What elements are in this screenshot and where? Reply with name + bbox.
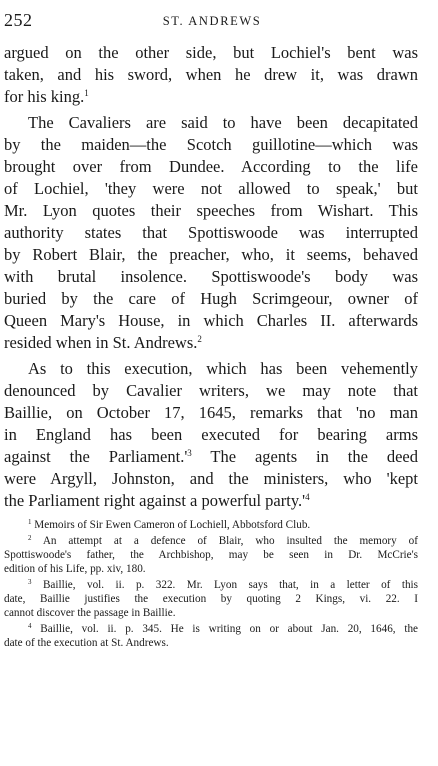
text-line: argued on the other side, but Lochiel's bent was — [4, 43, 418, 62]
footnote-ref: 3 — [187, 448, 192, 458]
page-header — [4, 10, 420, 34]
footnote-number: 1 — [28, 518, 32, 526]
text-fragment: the Parliament right against a powerful party.' — [4, 491, 306, 510]
text-line — [4, 490, 418, 512]
footnote-number: 4 — [28, 622, 32, 630]
text-line: Queen Mary's House, in which Charles II. afterwards — [4, 311, 418, 330]
footnote-ref: 1 — [84, 88, 89, 98]
text-line: by the maiden—the Scotch guillotine—which was — [4, 135, 418, 154]
text-fragment: resided when in St. Andrews. — [4, 333, 198, 352]
text-line: authority states that Spottiswoode was interrupted — [4, 223, 418, 242]
footnote-ref: 4 — [305, 492, 310, 502]
running-title: ST. ANDREWS — [162, 14, 262, 28]
text-line: The Cavaliers are said to have been decapitated — [28, 113, 418, 132]
footnote-line: date of the execution at St. Andrews. — [4, 637, 169, 649]
text-line — [4, 446, 418, 468]
footnote-text: Baillie, vol. ii. p. 345. He is writing on or about Jan. 20, 1646, the — [40, 623, 419, 635]
text-line: Baillie, on October 17, 1645, remarks that 'no man — [4, 403, 418, 422]
text-line: taken, and his sword, when he drew it, was drawn — [4, 65, 418, 84]
footnote-line: edition of his Life, pp. xiv, 180. — [4, 563, 146, 575]
footnote-text: Baillie, vol. ii. p. 322. Mr. Lyon says that, in a letter of this — [42, 579, 418, 591]
text-line: in England has been executed for bearing arms — [4, 425, 418, 444]
page-number: 252 — [4, 10, 33, 30]
text-fragment: The agents in the deed — [210, 447, 418, 466]
text-line: were Argyll, Johnston, and the ministers, who 'kept — [4, 469, 418, 488]
footnote-number: 3 — [28, 578, 32, 586]
text-line: with brutal insolence. Spottiswoode's body was — [4, 267, 418, 286]
footnote-text: Memoirs of Sir Ewen Cameron of Lochiell, Abbotsford Club. — [34, 519, 311, 531]
text-fragment: for his king. — [4, 87, 85, 106]
footnote-number: 2 — [28, 534, 32, 542]
footnote-line — [4, 578, 418, 592]
text-fragment: against the Parliament.' — [4, 447, 188, 466]
text-line: brought over from Dundee. According to the life — [4, 157, 418, 176]
footnote-line: Spottiswoode's father, the Archbishop, may be seen in Dr. McCrie's — [4, 549, 418, 561]
footnote-ref: 2 — [197, 334, 202, 344]
text-line: As to this execution, which has been vehemently — [28, 359, 418, 378]
text-line: buried by the care of Hugh Scrimgeour, owner of — [4, 289, 418, 308]
text-line: denounced by Cavalier writers, we may note that — [4, 381, 418, 400]
footnote-line — [4, 534, 418, 548]
text-line: by Robert Blair, the preacher, who, it seems, behaved — [4, 245, 418, 264]
text-line: of Lochiel, 'they were not allowed to speak,' but — [4, 179, 418, 198]
text-line — [4, 86, 418, 108]
text-line — [4, 332, 418, 354]
footnote-line: date, Baillie justifies the execution by quoting 2 Kings, vi. 22. I — [4, 593, 418, 605]
footnote-text: An attempt at a defence of Blair, who insulted the memory of — [42, 535, 418, 547]
footnote-line: cannot discover the passage in Baillie. — [4, 607, 176, 619]
footnote-line — [4, 518, 418, 532]
footnote-line — [4, 622, 418, 636]
text-line: Mr. Lyon quotes their speeches from Wishart. This — [4, 201, 418, 220]
